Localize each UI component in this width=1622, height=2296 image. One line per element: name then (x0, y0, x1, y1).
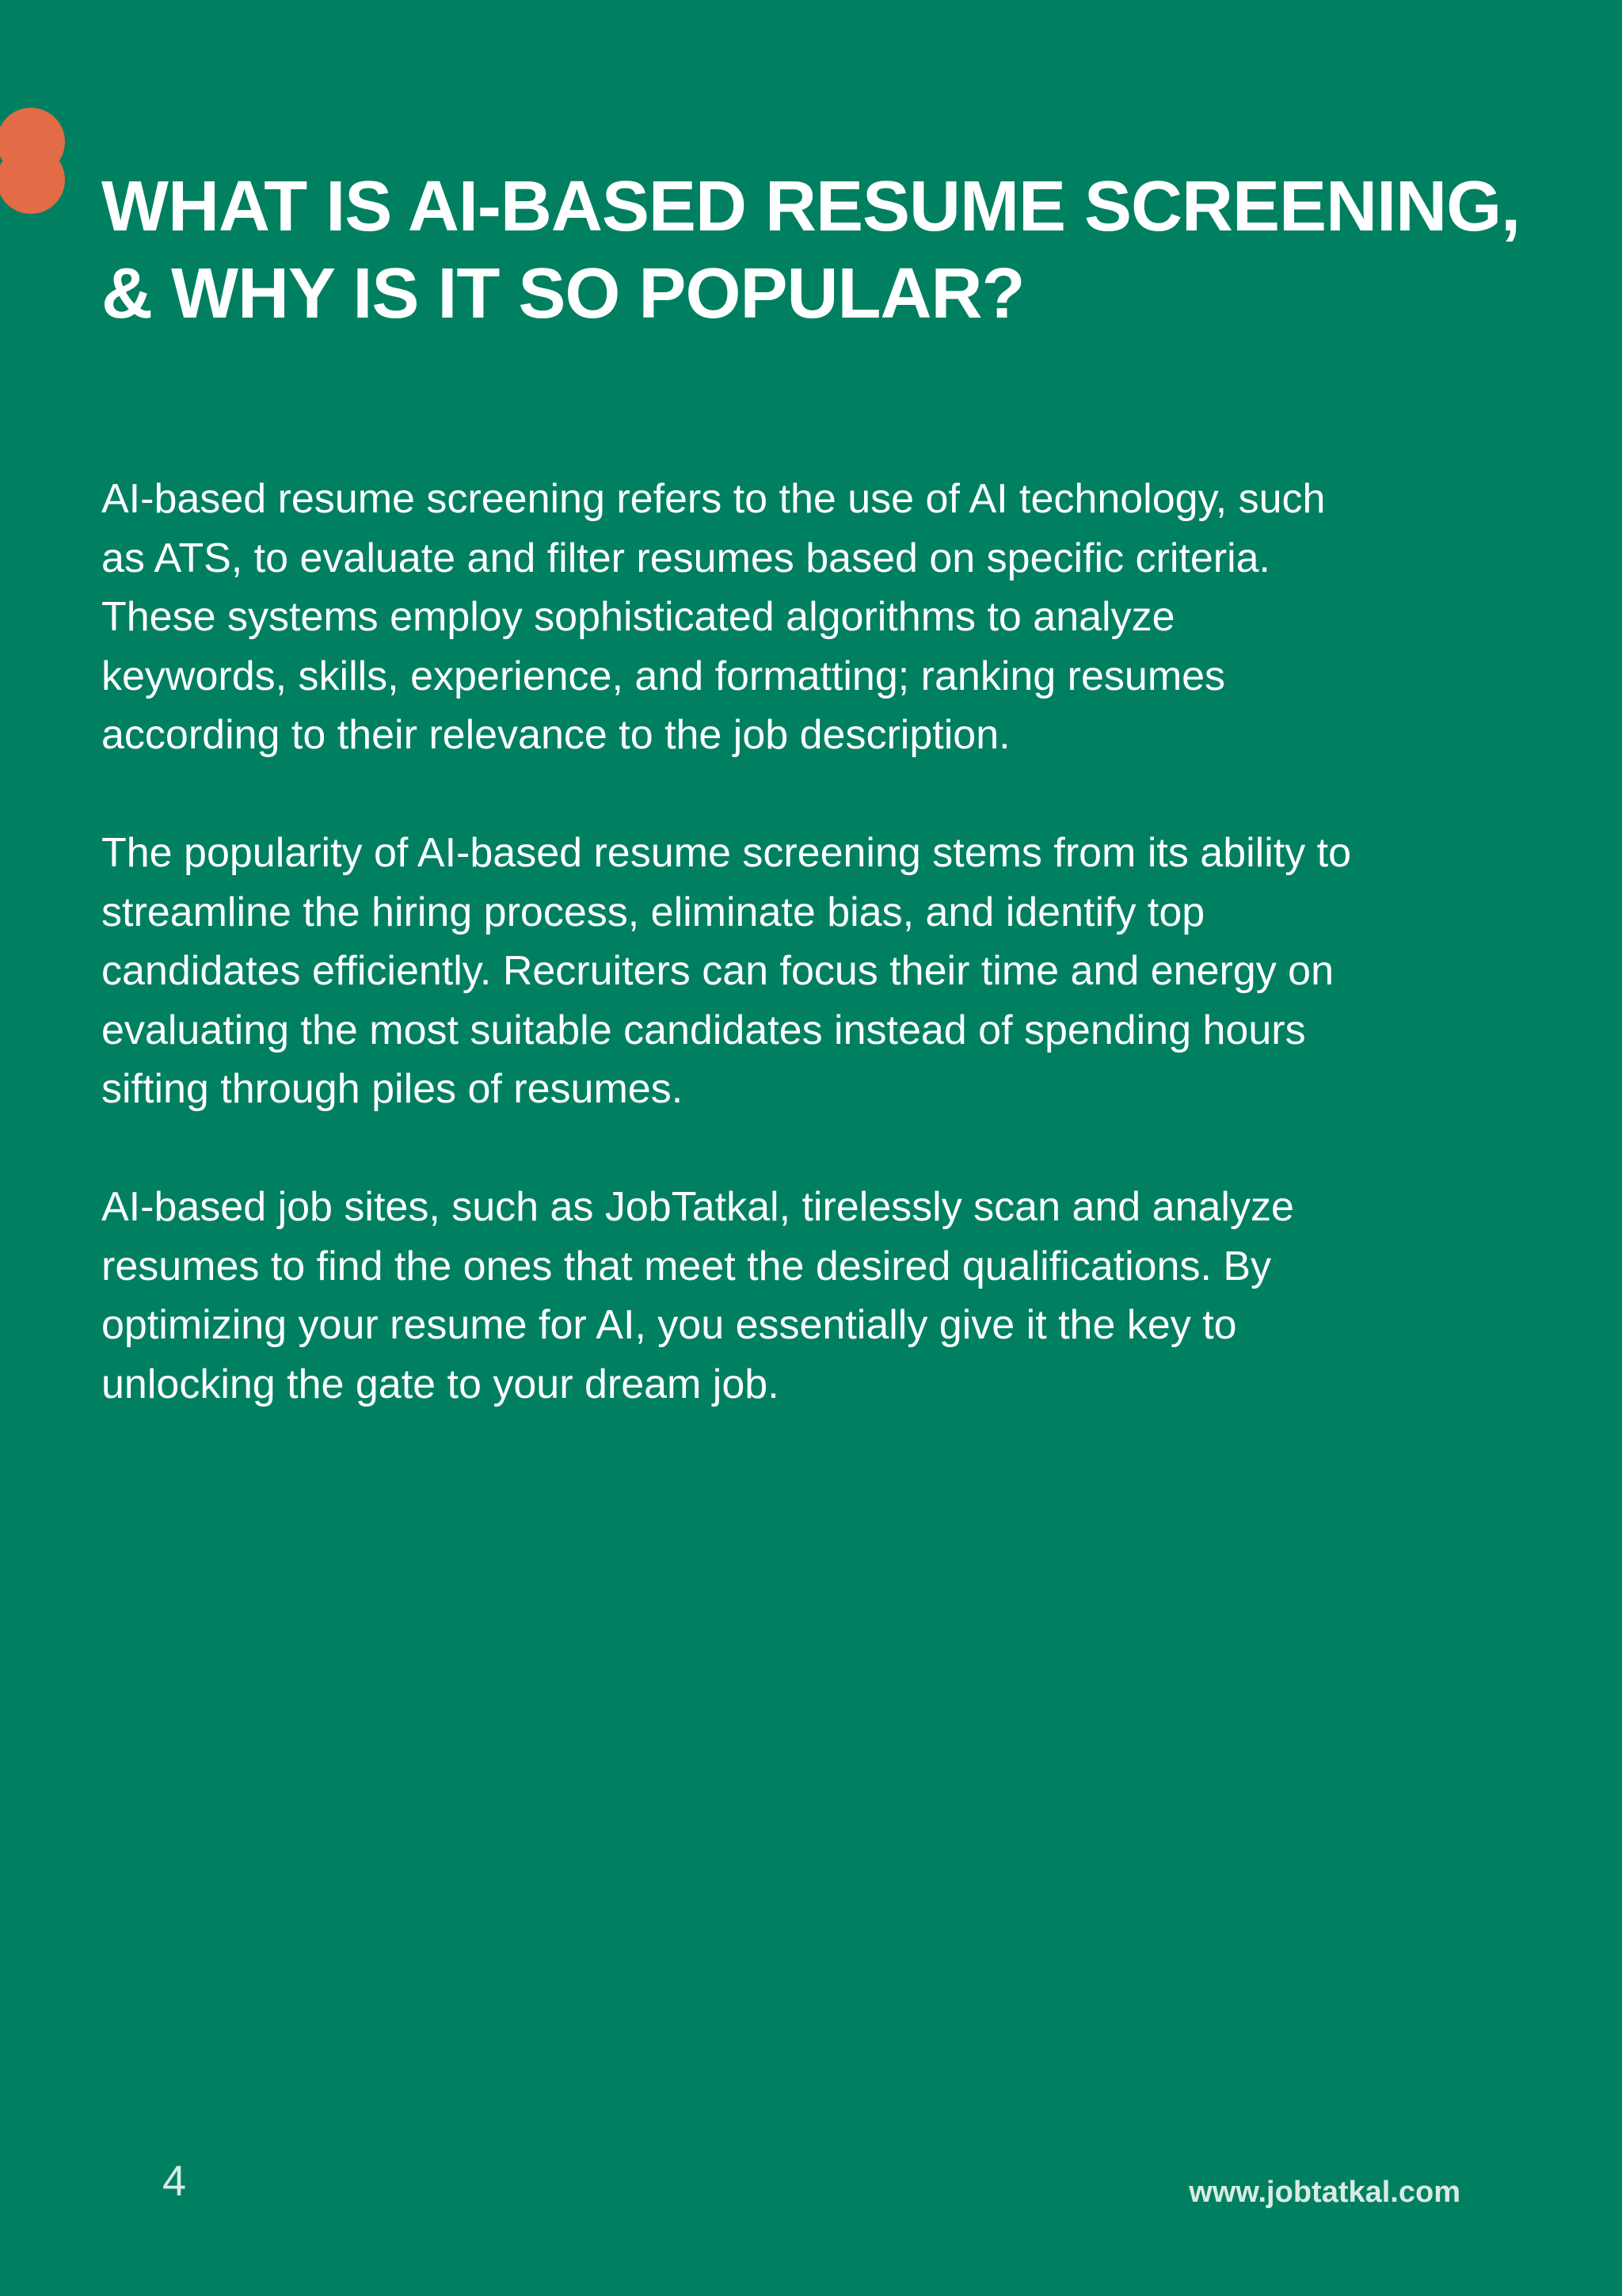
website-url: www.jobtatkal.com (1189, 2176, 1460, 2209)
text-line: These systems employ sophisticated algorithms to analyze (101, 594, 1175, 640)
text-line: AI-based resume screening refers to the use of AI technology, such (101, 476, 1326, 522)
text-line: sifting through piles of resumes. (101, 1066, 683, 1112)
paragraph-popularity (101, 824, 1574, 1119)
text-line: streamline the hiring process, eliminate bias, and identify top (101, 889, 1205, 935)
text-line: unlocking the gate to your dream job. (101, 1361, 779, 1407)
text-line: according to their relevance to the job description. (101, 712, 1011, 758)
paragraph-definition (101, 470, 1574, 765)
text-line: AI-based job sites, such as JobTatkal, tirelessly scan and analyze (101, 1184, 1294, 1230)
text-line: keywords, skills, experience, and formatting; ranking resumes (101, 653, 1226, 699)
paragraph-job-sites (101, 1178, 1574, 1414)
accent-circle-bottom (0, 146, 65, 214)
page-number: 4 (162, 2157, 187, 2205)
text-line: as ATS, to evaluate and filter resumes based on specific criteria. (101, 535, 1270, 581)
text-line: resumes to find the ones that meet the desired qualifications. By (101, 1243, 1272, 1289)
decorative-circles (0, 108, 68, 215)
page-title (101, 163, 1574, 337)
text-line: evaluating the most suitable candidates instead of spending hours (101, 1007, 1306, 1053)
text-line: The popularity of AI-based resume screening stems from its ability to (101, 830, 1352, 876)
title-line-2: & WHY IS IT SO POPULAR? (101, 254, 1025, 333)
text-line: candidates efficiently. Recruiters can focus their time and energy on (101, 948, 1335, 994)
body-text (101, 470, 1574, 1473)
text-line: optimizing your resume for AI, you essentially give it the key to (101, 1302, 1237, 1348)
title-line-1: WHAT IS AI-BASED RESUME SCREENING, (101, 167, 1521, 246)
